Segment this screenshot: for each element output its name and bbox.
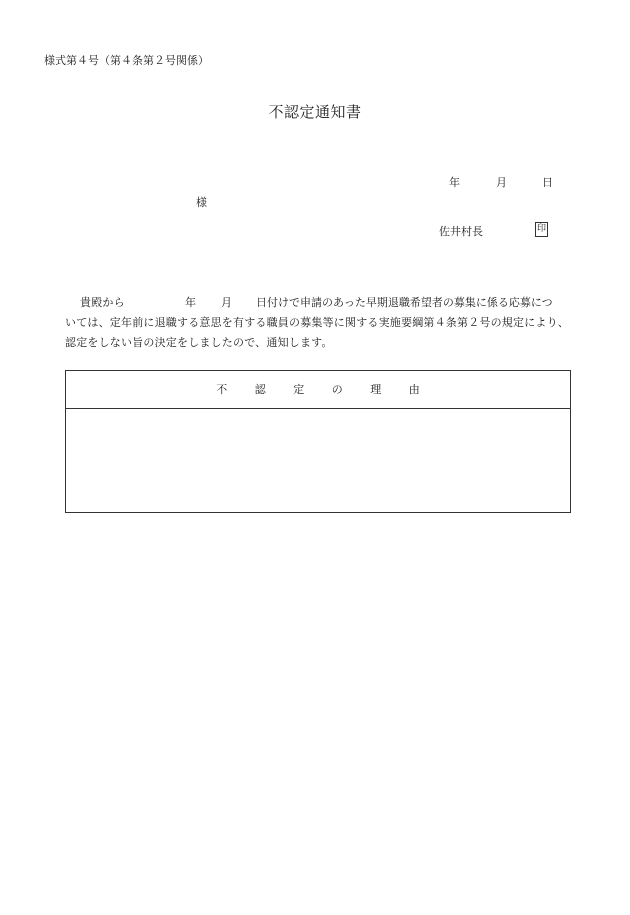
date-month-label: 月 — [496, 176, 507, 189]
reason-table-header — [66, 371, 570, 409]
header-char: 定 — [293, 383, 305, 396]
header-char: 理 — [370, 383, 382, 396]
page-title: 不認定通知書 — [268, 103, 362, 121]
body-line-1-month: 月 — [221, 296, 232, 309]
header-char: 不 — [216, 383, 228, 396]
form-number: 様式第４号（第４条第２号関係） — [44, 54, 209, 67]
seal-stamp: 印 — [535, 222, 548, 237]
reason-table-body — [66, 409, 570, 512]
header-char: 認 — [254, 383, 266, 396]
date-year-label: 年 — [449, 176, 460, 189]
recipient-honorific: 様 — [196, 196, 207, 209]
body-line-1-prefix: 貴殿から — [80, 296, 125, 309]
sender-name: 佐井村長 — [439, 225, 483, 238]
reason-table — [65, 370, 571, 513]
header-char: の — [331, 383, 343, 396]
body-line-1-year: 年 — [185, 296, 196, 309]
body-line-2: いては、定年前に退職する意思を有する職員の募集等に関する実施要綱第４条第２号の規定により、 — [65, 316, 569, 329]
body-line-3: 認定をしない旨の決定をしましたので、通知します。 — [65, 336, 333, 349]
body-line-1-suffix: 日付けで申請のあった早期退職希望者の募集に係る応募につ — [256, 296, 553, 309]
header-char: 由 — [408, 383, 420, 396]
date-day-label: 日 — [542, 176, 553, 189]
